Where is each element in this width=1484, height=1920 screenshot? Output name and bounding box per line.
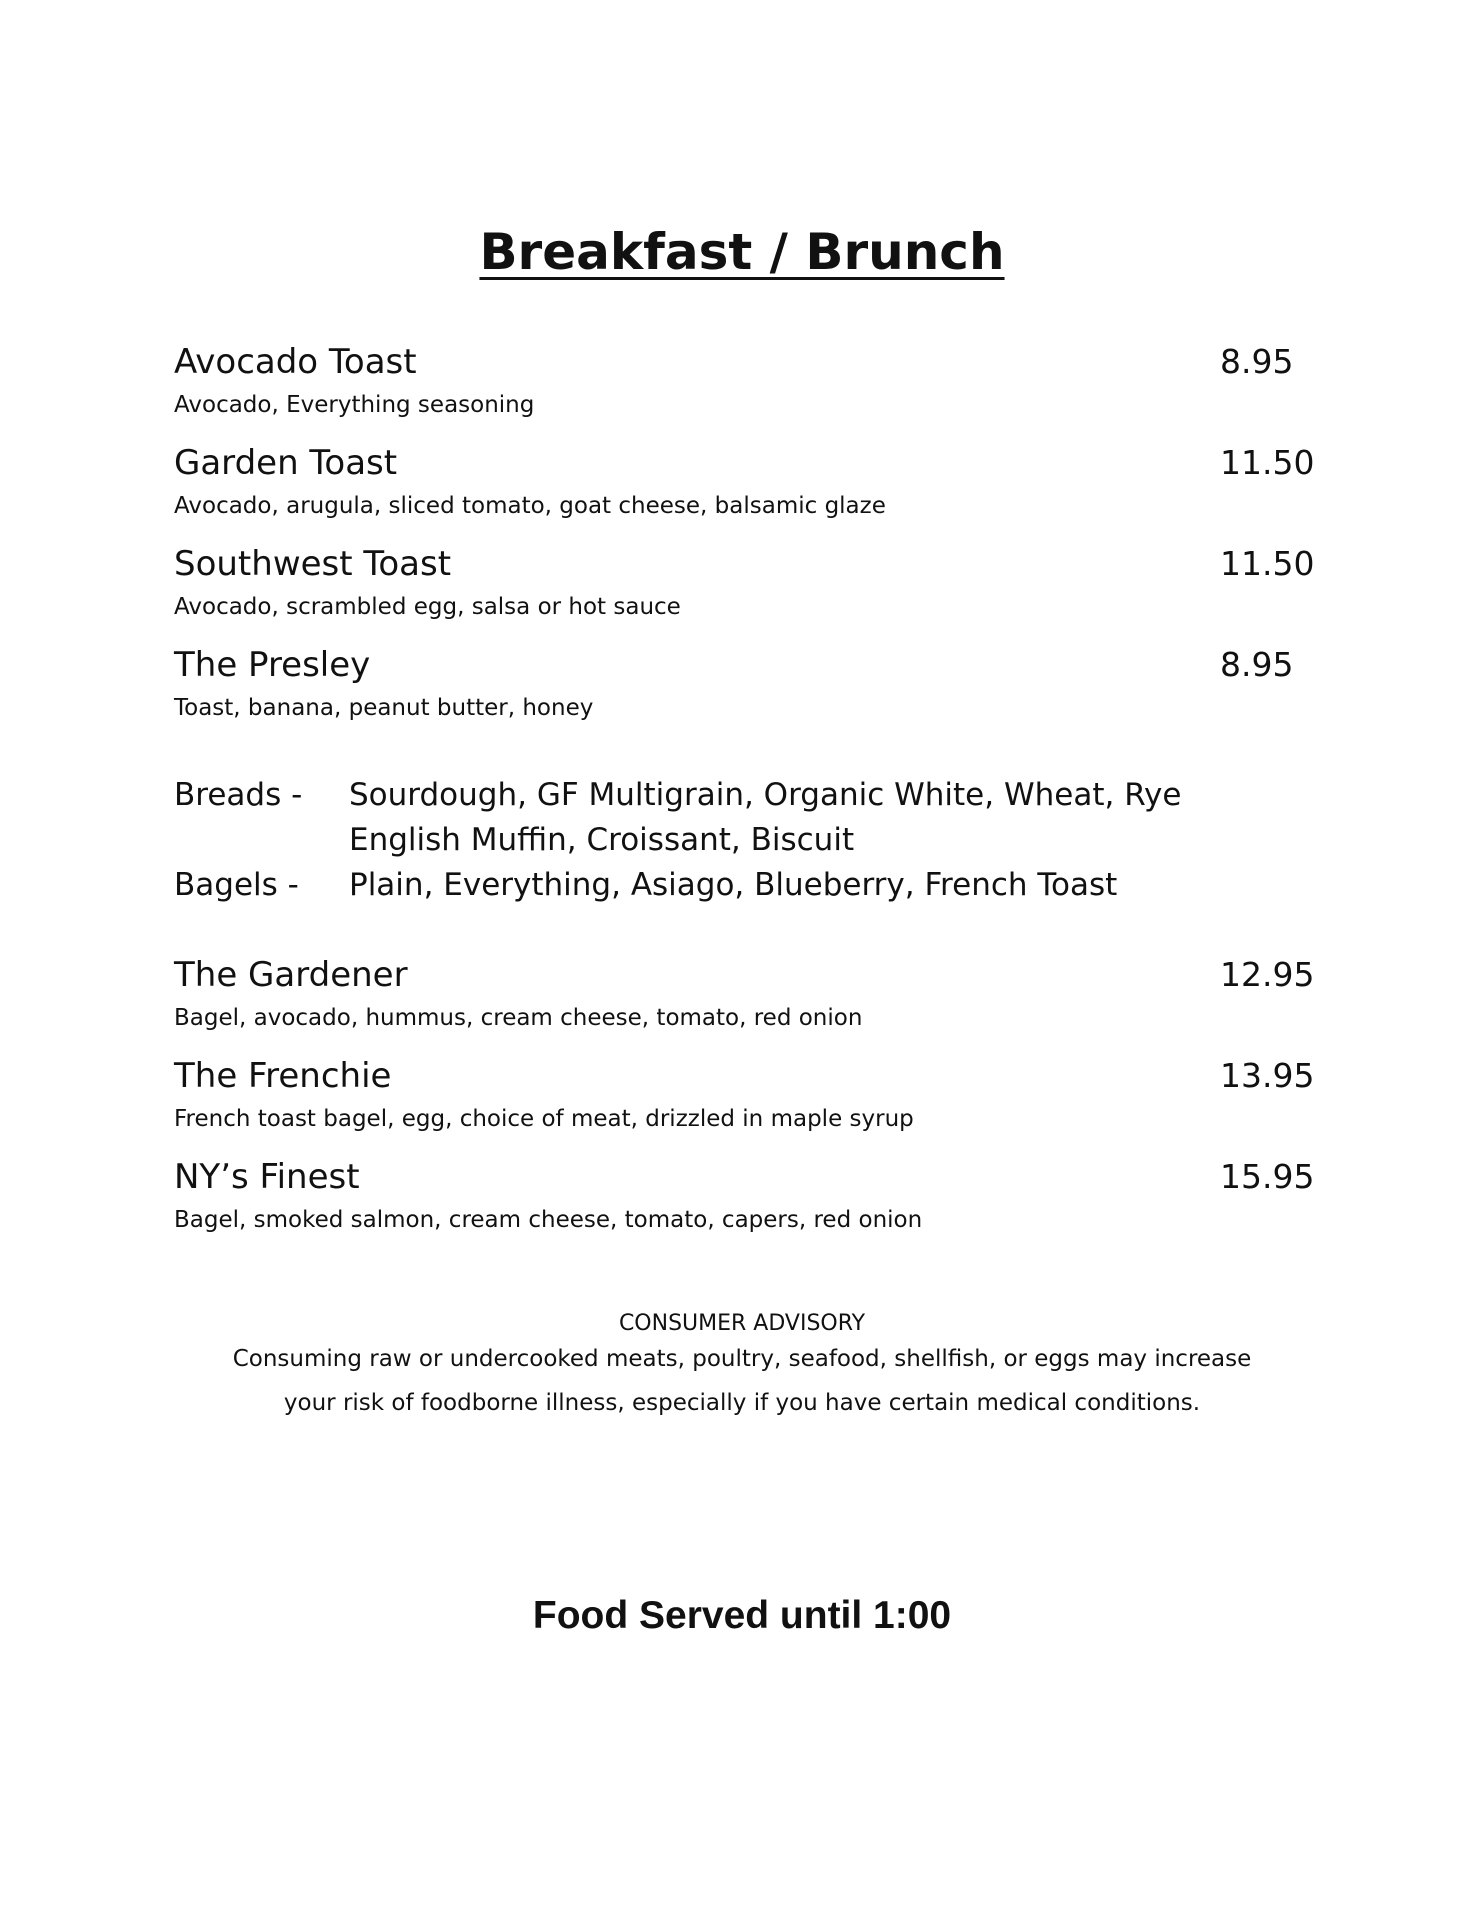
menu-item-price: 12.95 xyxy=(1220,955,1315,994)
menu-item-name: NY’s Finest xyxy=(174,1157,360,1197)
menu-item-name: Southwest Toast xyxy=(174,544,452,584)
bagels-label: Bagels - xyxy=(174,867,299,903)
bagels-options-line: Plain, Everything, Asiago, Blueberry, French Toast xyxy=(349,867,1118,903)
service-hours-note: Food Served until 1:00 xyxy=(532,1594,952,1637)
menu-item-description: Avocado, scrambled egg, salsa or hot sauce xyxy=(174,594,681,620)
menu-item-description: Bagel, avocado, hummus, cream cheese, tomato, red onion xyxy=(174,1005,863,1031)
advisory-text-line: your risk of foodborne illness, especially if you have certain medical conditions. xyxy=(283,1390,1201,1416)
menu-item-description: Toast, banana, peanut butter, honey xyxy=(174,695,594,721)
menu-item-price: 11.50 xyxy=(1220,443,1315,482)
advisory-text-line: Consuming raw or undercooked meats, poultry, seafood, shellfish, or eggs may increase xyxy=(232,1346,1252,1372)
breads-options-line: English Muffin, Croissant, Biscuit xyxy=(349,822,855,858)
menu-item-description: Avocado, arugula, sliced tomato, goat cheese, balsamic glaze xyxy=(174,493,886,519)
breads-options-line: Sourdough, GF Multigrain, Organic White, Wheat, Rye xyxy=(349,777,1182,813)
menu-item-description: French toast bagel, egg, choice of meat, drizzled in maple syrup xyxy=(174,1106,914,1132)
menu-item-description: Bagel, smoked salmon, cream cheese, tomato, capers, red onion xyxy=(174,1207,923,1233)
advisory-heading: CONSUMER ADVISORY xyxy=(618,1311,866,1336)
menu-item-name: The Presley xyxy=(174,645,371,685)
menu-item-price: 11.50 xyxy=(1220,544,1315,583)
menu-item-name: Garden Toast xyxy=(174,443,398,483)
menu-item-price: 15.95 xyxy=(1220,1157,1315,1196)
menu-item-price: 8.95 xyxy=(1220,645,1294,684)
menu-item-price: 13.95 xyxy=(1220,1056,1315,1095)
menu-title: Breakfast / Brunch xyxy=(479,223,1005,281)
menu-item-name: The Frenchie xyxy=(174,1056,392,1096)
menu-item-name: The Gardener xyxy=(174,955,408,995)
menu-item-description: Avocado, Everything seasoning xyxy=(174,392,535,418)
menu-item-price: 8.95 xyxy=(1220,342,1294,381)
menu-item-name: Avocado Toast xyxy=(174,342,417,382)
breads-label: Breads - xyxy=(174,777,303,813)
